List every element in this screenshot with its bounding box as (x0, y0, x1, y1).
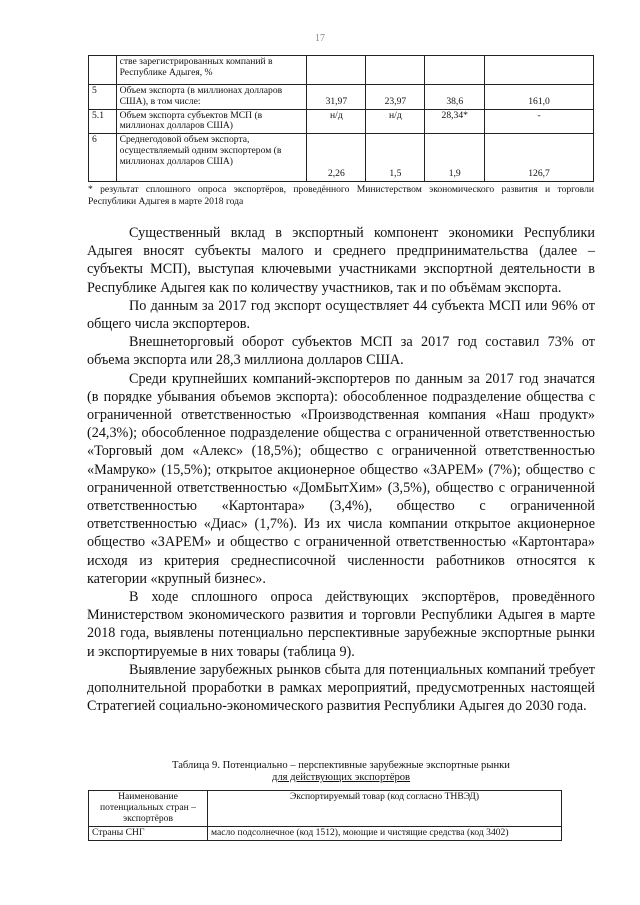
row-number (89, 56, 117, 85)
row-value-3: 38,6 (425, 85, 485, 110)
table-9-caption (88, 760, 594, 784)
row-number: 5.1 (89, 109, 117, 134)
paragraph: Внешнеторговый оборот субъектов МСП за 2017 год составил 73% от объема экспорта или 28,3 миллиона долларов США. (87, 334, 595, 369)
page-number: 17 (315, 33, 325, 44)
row-value-1 (307, 56, 366, 85)
row-name: стве зарегистрированных компаний в Республике Адыгея, % (116, 56, 307, 85)
cell-country: Страны СНГ (89, 827, 208, 841)
paragraph: Выявление зарубежных рынков сбыта для потенциальных компаний требует дополнительной проработки в рамках мероприятий, предусмотренных настоящей Стратегией социально-экономического развития Республики Адыгея до 2030 года. (87, 661, 595, 715)
paragraph: Среди крупнейших компаний-экспортеров по данным за 2017 год значатся (в порядке убывания объемов экспорта): обособленное подразделение общества с ограниченной ответственностью «Производственная компания «Наш продукт» (24,3%); обособленное подразделение общества с ограниченной ответственностью «Торговый дом «Алекс» (18,5%); общество с ограниченной ответственностью «Мамруко» (15,5%); открытое акционерное общество «ЗАРЕМ» (7%); общество с ограниченной ответственностью «ДомБытХим» (3,5%), общество с ограниченной ответственностью «Картонтара» (3,4%), общество с ограниченной ответственностью «Диас» (1,7%). Из их числа компании открытое акционерное общество «ЗАРЕМ» и общество с ограниченной ответственностью «Картонтара» исходя из критерия среднесписочной численности работников относятся к категории «крупный бизнес». (87, 370, 595, 587)
row-value-1: 2,26 (307, 134, 366, 182)
table-footnote: * результат сплошного опроса экспортёров, проведённого Министерством экономического развития и торговли Республики Адыгея в марте 2018 года (88, 184, 594, 207)
row-value-1: 31,97 (307, 85, 366, 110)
cell-goods: масло подсолнечное (код 1512), моющие и чистящие средства (код 3402) (208, 827, 562, 841)
row-value-2: н/д (366, 109, 425, 134)
table-9-caption-line-2: для действующих экспортёров (271, 772, 411, 783)
indicators-table (88, 55, 594, 182)
row-value-2: 1,5 (366, 134, 425, 182)
row-value-3 (425, 56, 485, 85)
row-name: Среднегодовой объем экспорта, осуществляемый одним экспортером (в миллионах долларов США) (116, 134, 307, 182)
header-goods: Экспортируемый товар (код согласно ТНВЭД) (208, 791, 562, 827)
row-value-4: 161,0 (485, 85, 594, 110)
table-row (89, 134, 594, 182)
table-header-row (89, 791, 562, 827)
row-value-4: 126,7 (485, 134, 594, 182)
row-value-2: 23,97 (366, 85, 425, 110)
row-number: 5 (89, 85, 117, 110)
row-number: 6 (89, 134, 117, 182)
row-value-2 (366, 56, 425, 85)
table-row (89, 85, 594, 110)
row-value-1: н/д (307, 109, 366, 134)
row-value-3: 28,34* (425, 109, 485, 134)
body-text (87, 224, 595, 715)
header-country: Наименование потенциальных стран – экспортёров (89, 791, 208, 827)
table-row (89, 56, 594, 85)
paragraph: По данным за 2017 год экспорт осуществляет 44 субъекта МСП или 96% от общего числа экспортеров. (87, 297, 595, 333)
row-value-4 (485, 56, 594, 85)
row-name: Объем экспорта (в миллионах долларов США), в том числе: (116, 85, 307, 110)
table-9 (88, 790, 562, 841)
table-9-caption-line-1: Таблица 9. Потенциально – перспективные зарубежные экспортные рынки (172, 760, 510, 771)
paragraph: В ходе сплошного опроса действующих экспортёров, проведённого Министерством экономического развития и торговли Республики Адыгея в марте 2018 года, выявлены потенциально перспективные зарубежные экспортные рынки и экспортируемые в них товары (таблица 9). (87, 589, 595, 660)
paragraph: Существенный вклад в экспортный компонент экономики Республики Адыгея вносят субъекты малого и среднего предпринимательства (далее – субъекты МСП), выступая ключевыми участниками экспортной деятельности в Республике Адыгея как по количеству участников, так и по объёмам экспорта. (87, 225, 595, 296)
row-name: Объем экспорта субъектов МСП (в миллионах долларов США) (116, 109, 307, 134)
row-value-4: - (485, 109, 594, 134)
table-row (89, 827, 562, 841)
row-value-3: 1,9 (425, 134, 485, 182)
table-row (89, 109, 594, 134)
